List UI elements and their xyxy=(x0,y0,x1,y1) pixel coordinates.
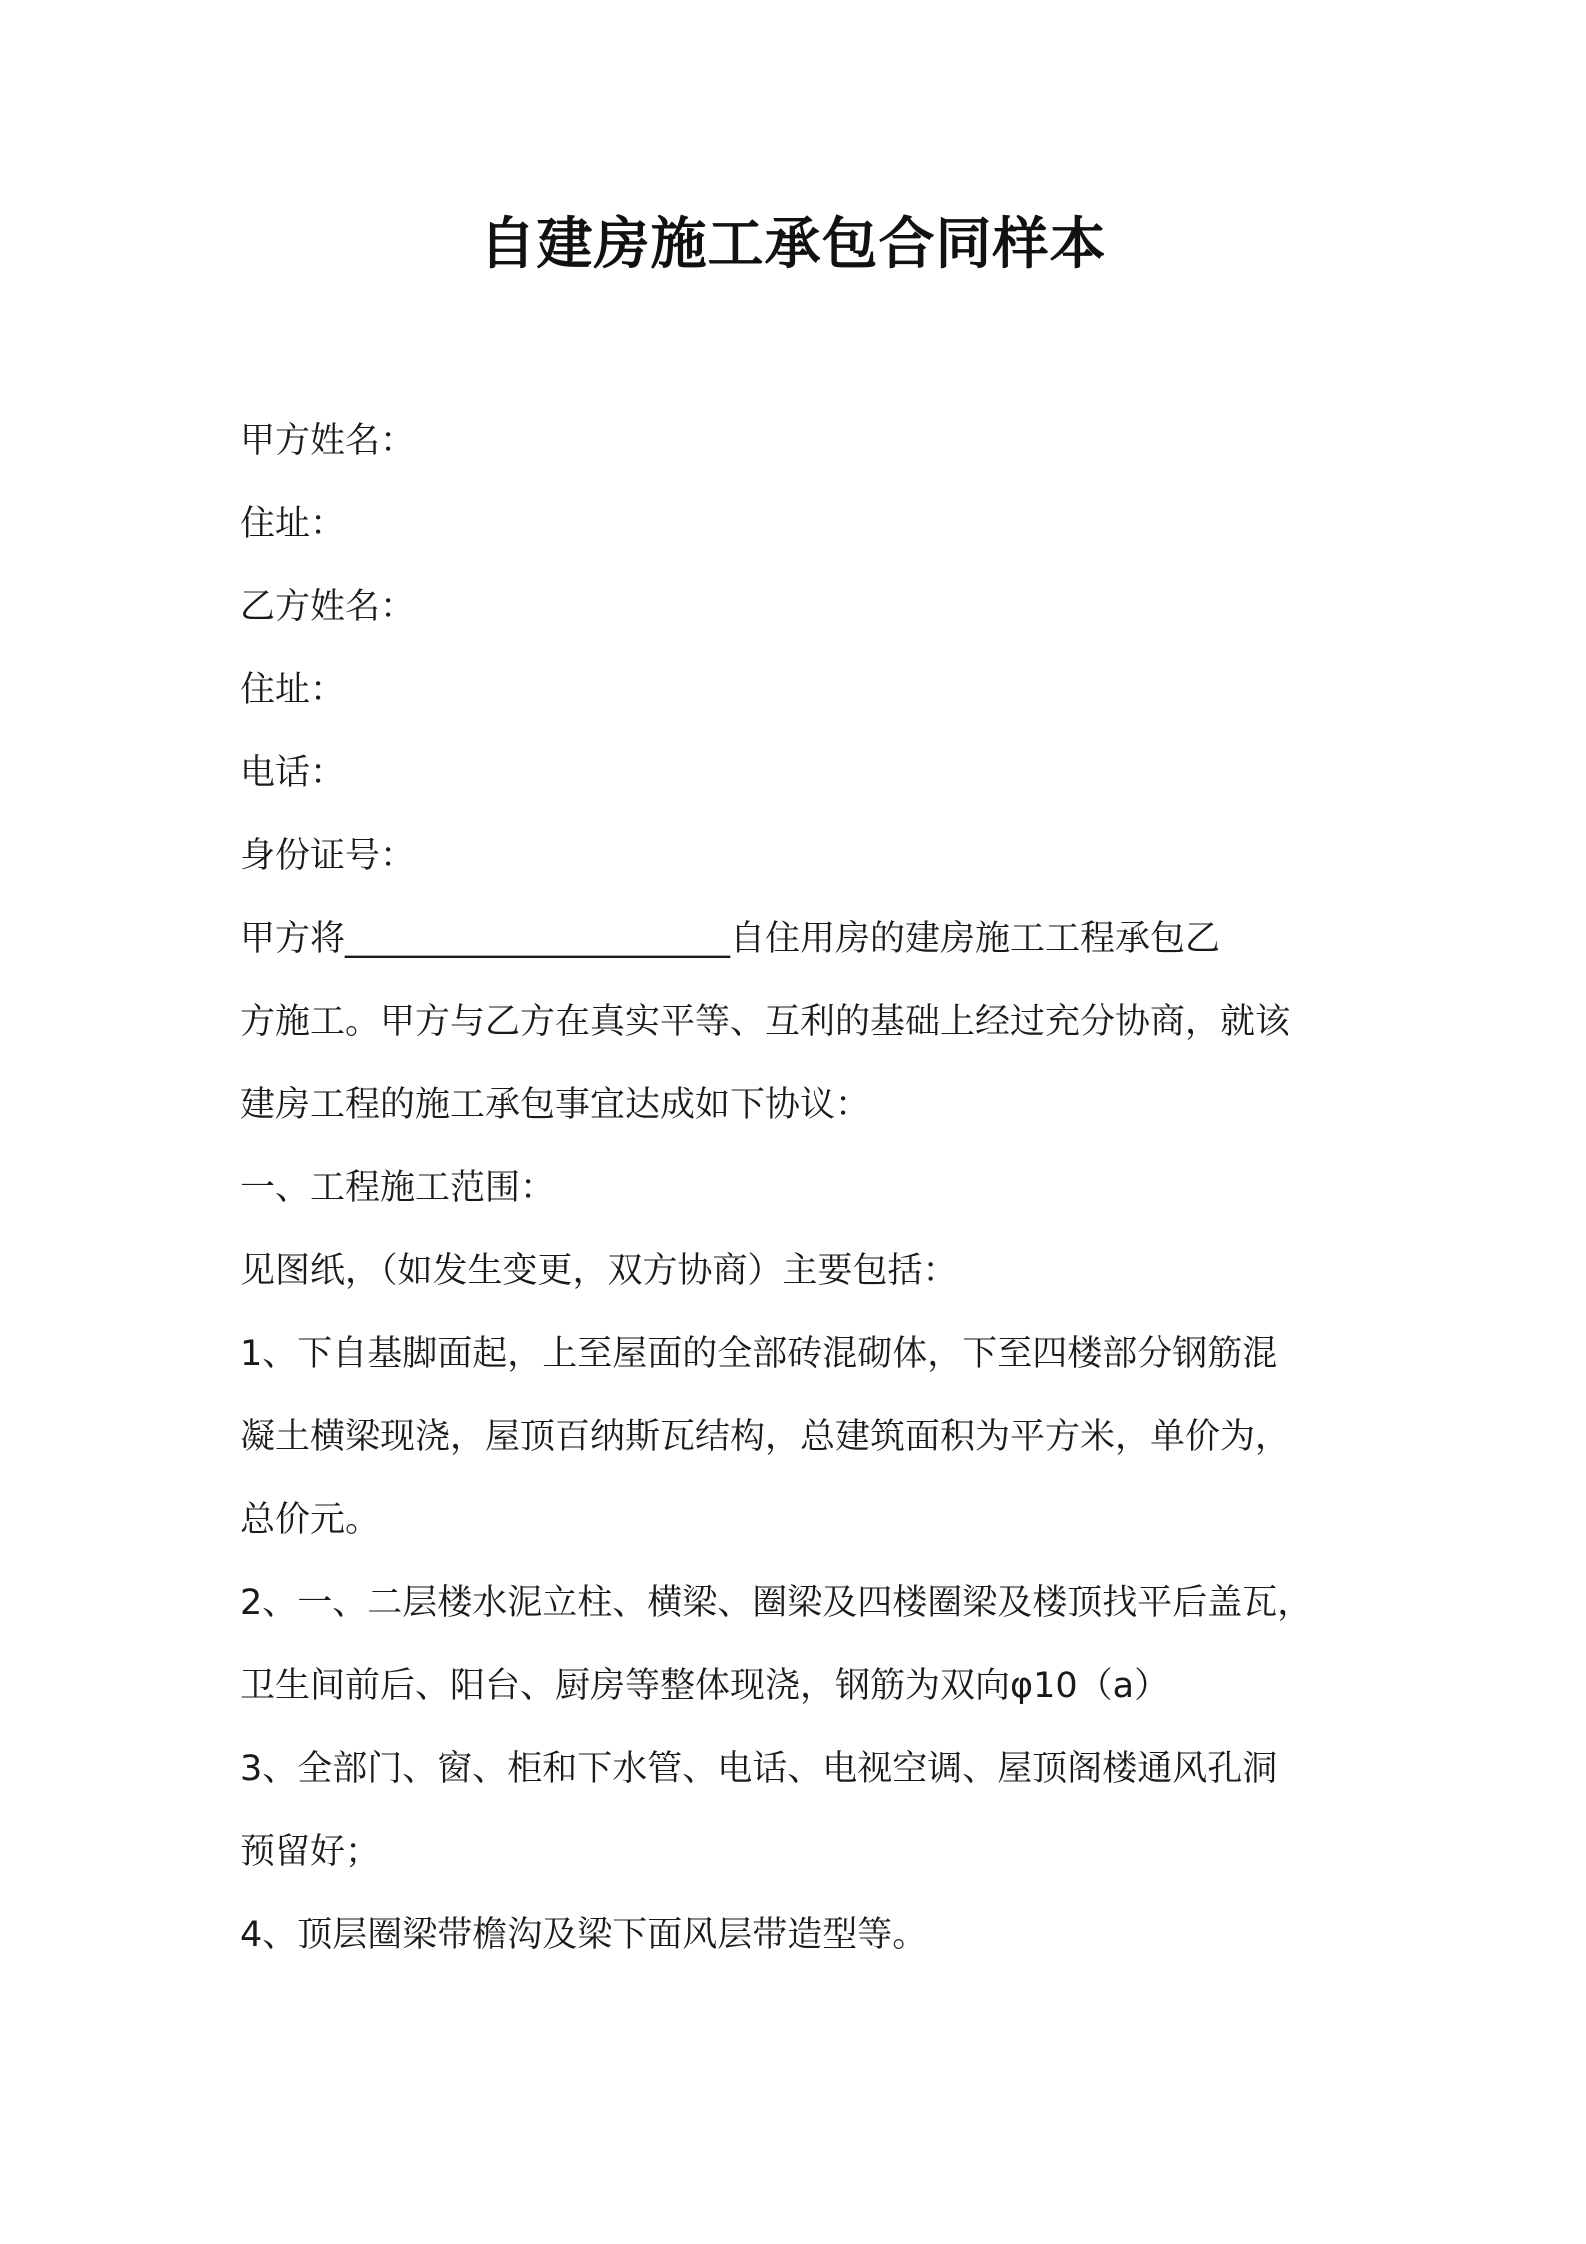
list-item-line: 卫生间前后、阳台、厨房等整体现浇，钢筋为双向φ10（a） xyxy=(240,1666,1170,1706)
paragraph-line: 方施工。甲方与乙方在真实平等、互利的基础上经过充分协商，就该 xyxy=(240,1002,1291,1042)
list-item-line: 2、一、二层楼水泥立柱、横梁、圈梁及四楼圈梁及楼顶找平后盖瓦， xyxy=(240,1583,1313,1623)
paragraph-line: 见图纸，（如发生变更，双方协商）主要包括： xyxy=(240,1251,958,1291)
party-b-name-line: 乙方姓名： xyxy=(240,587,416,627)
document-title: 自建房施工承包合同样本 xyxy=(479,212,1107,277)
paragraph-line: 建房工程的施工承包事宜达成如下协议： xyxy=(240,1085,871,1125)
party-a-address-line: 住址： xyxy=(240,504,346,544)
list-item-line: 预留好； xyxy=(240,1832,381,1872)
party-a-name-line: 甲方姓名： xyxy=(240,421,416,461)
list-item-line: 总价元。 xyxy=(240,1500,381,1540)
list-item-line: 1、下自基脚面起，上至屋面的全部砖混砌体，下至四楼部分钢筋混 xyxy=(240,1334,1278,1374)
phone-line: 电话： xyxy=(240,753,346,793)
list-item-line: 凝土横梁现浇，屋顶百纳斯瓦结构，总建筑面积为平方米，单价为， xyxy=(240,1417,1291,1457)
list-item-line: 4、顶层圈梁带檐沟及梁下面风层带造型等。 xyxy=(240,1915,928,1955)
paragraph-line: 甲方将______________________自住用房的建房施工工程承包乙 xyxy=(240,919,1221,959)
party-b-address-line: 住址： xyxy=(240,670,346,710)
id-number-line: 身份证号： xyxy=(240,836,416,876)
list-item-line: 3、全部门、窗、柜和下水管、电话、电视空调、屋顶阁楼通风孔洞 xyxy=(240,1749,1278,1789)
section-heading: 一、工程施工范围： xyxy=(240,1168,556,1208)
document-body xyxy=(240,400,1400,1977)
